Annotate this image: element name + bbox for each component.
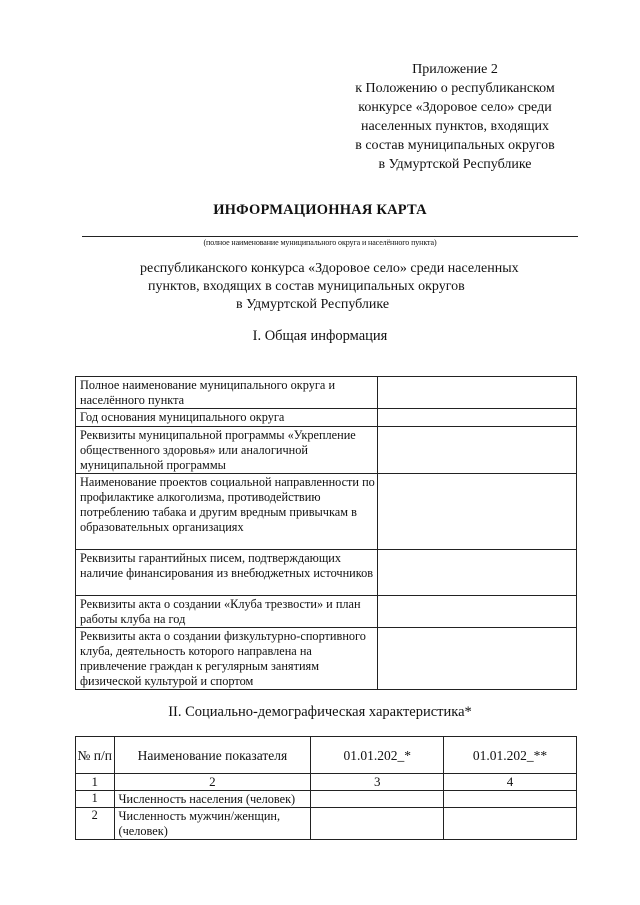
table-row	[76, 550, 577, 596]
row-label: Реквизиты гарантийных писем, подтверждающих наличие финансирования из внебюджетных источников	[76, 550, 378, 596]
appendix-line: к Положению о республиканском	[355, 81, 555, 96]
appendix-line: населенных пунктов, входящих	[360, 119, 550, 134]
section-title-demographics: II. Социально-демографическая характеристика*	[168, 704, 472, 720]
appendix-line: Приложение 2	[412, 62, 498, 77]
table-row	[76, 628, 577, 690]
row-label: Год основания муниципального округа	[76, 409, 378, 427]
row-label: Реквизиты муниципальной программы «Укрепление общественного здоровья» или аналогичной муниципальной программы	[76, 427, 378, 474]
table-row	[76, 409, 577, 427]
col-header-date1: 01.01.202_*	[311, 737, 444, 774]
row-label: Наименование проектов социальной направленности по профилактике алкоголизма, противодействию потреблению табака и другим вредным привычкам в образовательных организациях	[76, 474, 378, 550]
row-label: Полное наименование муниципального округа и населённого пункта	[76, 377, 378, 409]
col-header-date2: 01.01.202_**	[444, 737, 577, 774]
table-row	[76, 474, 577, 550]
appendix-line: конкурсе «Здоровое село» среди	[358, 100, 552, 115]
row-num: 2	[76, 808, 115, 840]
row-value-cell[interactable]	[378, 427, 577, 474]
contest-name-line: пунктов, входящих в состав муниципальных округов	[148, 279, 465, 294]
fill-in-line	[82, 236, 578, 237]
table-row	[76, 596, 577, 628]
table-row	[76, 427, 577, 474]
section-title-general: I. Общая информация	[252, 328, 388, 344]
row-value-cell[interactable]	[378, 377, 577, 409]
col-index: 4	[444, 774, 577, 791]
row-value-cell[interactable]	[311, 791, 444, 808]
row-value-cell[interactable]	[378, 409, 577, 427]
row-value-cell[interactable]	[378, 628, 577, 690]
table-row	[76, 377, 577, 409]
appendix-line: в состав муниципальных округов	[355, 138, 555, 153]
row-label: Реквизиты акта о создании физкультурно-спортивного клуба, деятельность которого направлена на привлечение граждан к регулярным занятиям физической культурой и спортом	[76, 628, 378, 690]
row-value-cell[interactable]	[444, 791, 577, 808]
general-info-table	[75, 376, 577, 690]
document-title: ИНФОРМАЦИОННАЯ КАРТА	[213, 202, 427, 218]
col-header-name: Наименование показателя	[114, 737, 311, 774]
fill-in-caption: (полное наименование муниципального округа и населённого пункта)	[203, 238, 437, 247]
table-row	[76, 791, 577, 808]
row-value-cell[interactable]	[311, 808, 444, 840]
row-name: Численность мужчин/женщин, (человек)	[114, 808, 311, 840]
row-value-cell[interactable]	[378, 474, 577, 550]
row-value-cell[interactable]	[444, 808, 577, 840]
row-value-cell[interactable]	[378, 550, 577, 596]
col-index: 3	[311, 774, 444, 791]
appendix-block	[330, 60, 580, 174]
column-index-row	[76, 774, 577, 791]
row-num: 1	[76, 791, 115, 808]
row-label: Реквизиты акта о создании «Клуба трезвости» и план работы клуба на год	[76, 596, 378, 628]
contest-name	[140, 260, 560, 314]
table-header-row	[76, 737, 577, 774]
demographics-table	[75, 736, 577, 840]
contest-name-line: республиканского конкурса «Здоровое село» среди населенных	[140, 261, 519, 276]
contest-name-line: в Удмуртской Республике	[236, 297, 390, 312]
col-header-num: № п/п	[76, 737, 115, 774]
col-index: 2	[114, 774, 311, 791]
appendix-line: в Удмуртской Республике	[378, 157, 532, 172]
row-name: Численность населения (человек)	[114, 791, 311, 808]
table-row	[76, 808, 577, 840]
col-index: 1	[76, 774, 115, 791]
row-value-cell[interactable]	[378, 596, 577, 628]
